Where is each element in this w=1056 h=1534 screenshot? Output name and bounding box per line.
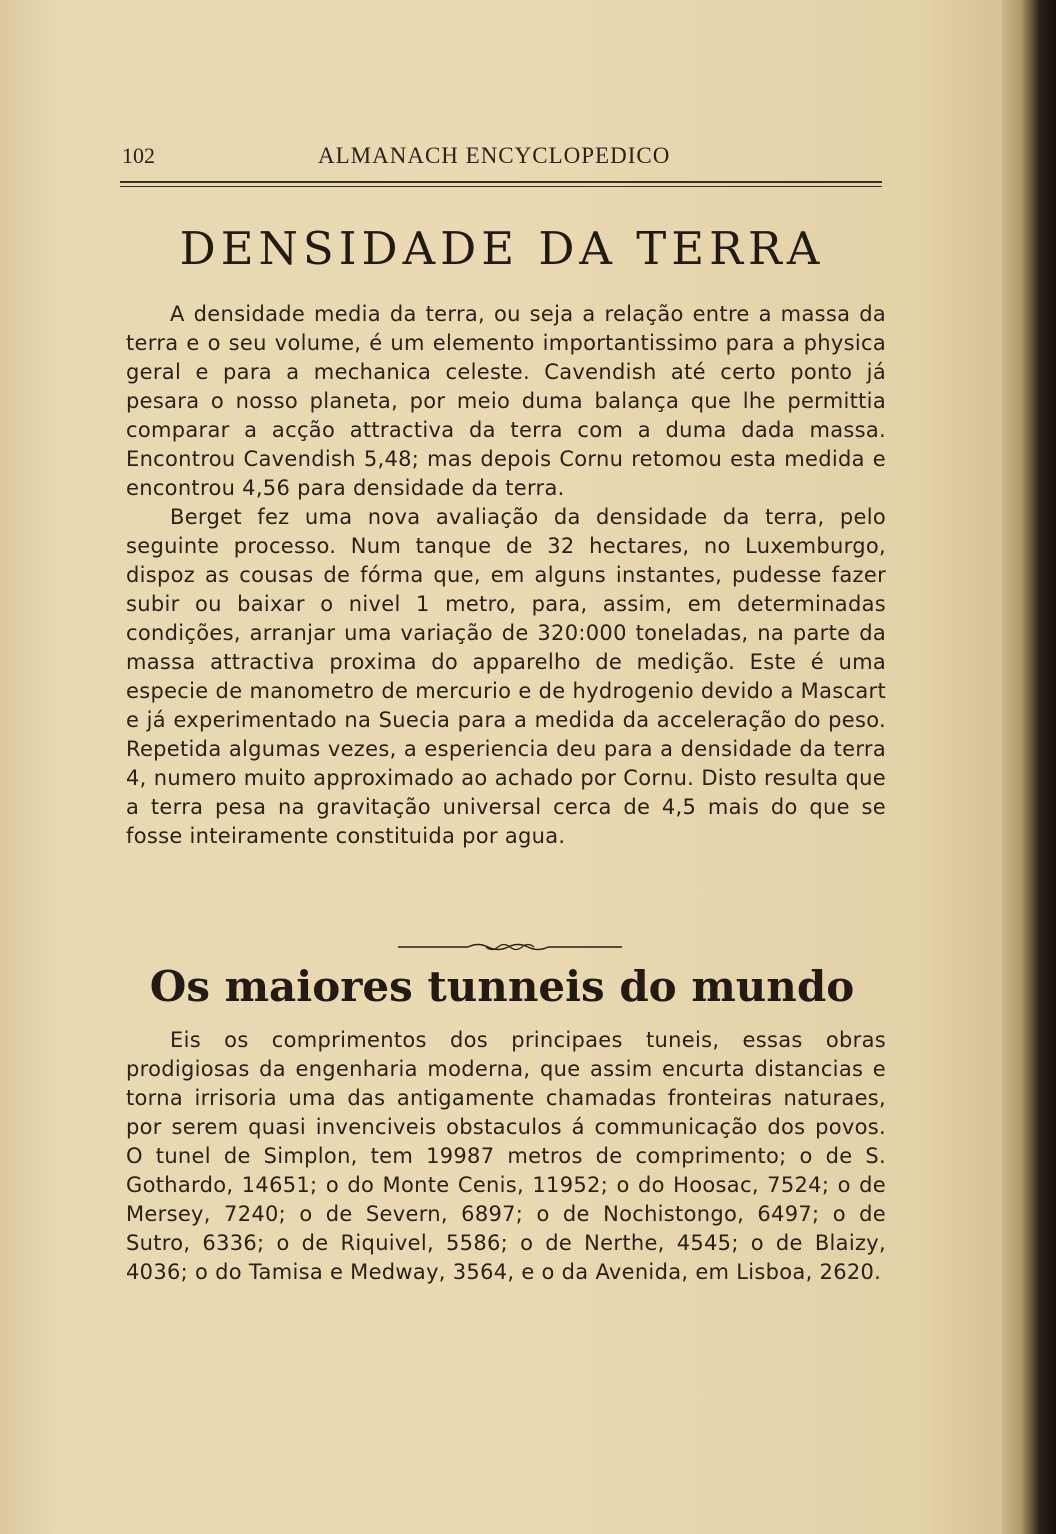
header-rule: [120, 181, 882, 183]
book-spine: [1002, 0, 1056, 1534]
running-head: [122, 143, 882, 173]
article-title-tunnels: Os maiores tunneis do mundo: [149, 962, 855, 1011]
paragraph: Eis os comprimentos dos principaes tuneis, essas obras prodigiosas da engenharia moderna, que assim encurta distancias e torna irrisoria uma das antigamente chamadas fronteiras naturaes, por serem quasi invenciveis obstaculos á communicação dos povos. O tunel de Simplon, tem 19987 metros de comprimento; o de S. Gothardo, 14651; o do Monte Cenis, 11952; o do Hoosac, 7524; o de Mersey, 7240; o de Severn, 6897; o de Nochistongo, 6497; o de Sutro, 6336; o de Riquivel, 5586; o de Nerthe, 4545; o de Blaizy, 4036; o do Tamisa e Medway, 3564, e o da Avenida, em Lisboa, 2620.: [126, 1028, 886, 1284]
article-body-density: [126, 300, 886, 851]
article-title-density: DENSIDADE DA TERRA: [179, 222, 825, 275]
running-title: ALMANACH ENCYCLOPEDICO: [318, 143, 671, 168]
paragraph: Berget fez uma nova avaliação da densidade da terra, pelo seguinte processo. Num tanque de 32 hectares, no Luxemburgo, dispoz as cousas de fórma que, em alguns instantes, pudesse fazer subir ou baixar o nivel 1 metro, para, assim, em determinadas condições, arranjar uma variação de 320:000 toneladas, na parte da massa attractiva proxima do apparelho de medição. Este é uma especie de manometro de mercurio e de hydrogenio devido a Mascart e já experimentado na Suecia para a medida da acceleração do peso. Repetida algumas vezes, a esperiencia deu para a densidade da terra 4, numero muito approximado ao achado por Cornu. Disto resulta que a terra pesa na gravitação universal cerca de 4,5 mais do que se fosse inteiramente constituida por agua.: [126, 505, 886, 848]
ornament-divider: [398, 940, 622, 954]
article-body-tunnels: [126, 1026, 886, 1287]
header-rule-thin: [120, 186, 882, 187]
page-number: 102: [122, 143, 155, 168]
paragraph: A densidade media da terra, ou seja a relação entre a massa da terra e o seu volume, é um elemento importantissimo para a physica geral e para a mechanica celeste. Cavendish até certo ponto já pesara o nosso planeta, por meio duma balança que lhe permittia comparar a acção attractiva da terra com a duma dada massa. Encontrou Cavendish 5,48; mas depois Cornu retomou esta medida e encontrou 4,56 para densidade da terra.: [126, 302, 886, 500]
